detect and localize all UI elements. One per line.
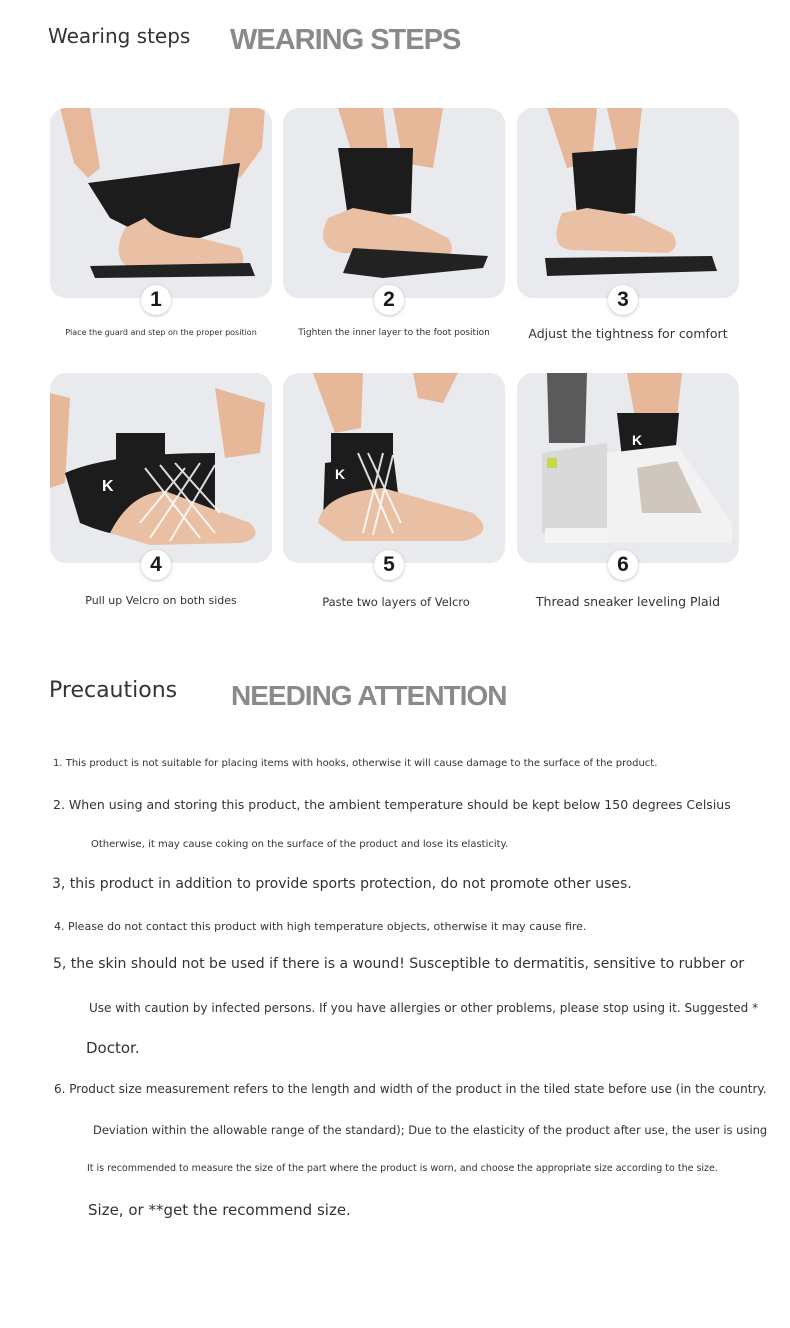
- step-6-number: 6: [608, 550, 638, 580]
- precaution-line-9: 6. Product size measurement refers to the length and width of the product in the tiled state before use (in the country.: [54, 1082, 767, 1096]
- precaution-line-1: 1. This product is not suitable for placing items with hooks, otherwise it will cause damage to the surface of the product.: [53, 758, 658, 769]
- precaution-line-8: Doctor.: [86, 1039, 140, 1057]
- precaution-line-2: 2. When using and storing this product, the ambient temperature should be kept below 150 degrees Celsius: [53, 797, 731, 812]
- precautions-title: Precautions: [49, 678, 178, 703]
- step-4-caption: Pull up Velcro on both sides: [85, 594, 237, 607]
- step-1-number: 1: [141, 285, 171, 315]
- step-5-image: [283, 373, 505, 563]
- precaution-line-10: Deviation within the allowable range of the standard); Due to the elasticity of the product after use, the user is using: [93, 1123, 768, 1137]
- precaution-line-4: 3, this product in addition to provide sports protection, do not promote other uses.: [52, 876, 632, 892]
- svg-text:K: K: [335, 466, 346, 482]
- step-3-image: [517, 108, 739, 298]
- precaution-line-3: Otherwise, it may cause coking on the surface of the product and lose its elasticity.: [91, 839, 509, 850]
- step-2-image: [283, 108, 505, 298]
- step-4-number: 4: [141, 550, 171, 580]
- step-5-caption: Paste two layers of Velcro: [322, 595, 470, 609]
- step-5-number: 5: [374, 550, 404, 580]
- step-1-caption: Place the guard and step on the proper position: [65, 328, 257, 337]
- precautions-big-title: NEEDING ATTENTION: [231, 680, 507, 711]
- step-2-caption: Tighten the inner layer to the foot position: [298, 328, 490, 338]
- precaution-line-5: 4. Please do not contact this product with high temperature objects, otherwise it may cause fire.: [54, 920, 587, 933]
- precaution-line-12: Size, or **get the recommend size.: [88, 1201, 351, 1219]
- step-3-number: 3: [608, 285, 638, 315]
- step-3-caption: Adjust the tightness for comfort: [528, 326, 728, 341]
- wearing-steps-title: Wearing steps: [48, 24, 191, 48]
- wearing-steps-big-title: WEARING STEPS: [230, 24, 461, 56]
- svg-text:K: K: [632, 432, 643, 448]
- precaution-line-6: 5, the skin should not be used if there is a wound! Susceptible to dermatitis, sensitive to rubber or: [53, 956, 745, 972]
- precaution-line-11: It is recommended to measure the size of the part where the product is worn, and choose the appropriate size according to the size.: [87, 1163, 718, 1174]
- step-1-image: [50, 108, 272, 298]
- step-4-image: [50, 373, 272, 563]
- step-6-caption: Thread sneaker leveling Plaid: [535, 594, 721, 609]
- step-6-image: [517, 373, 739, 563]
- step-2-number: 2: [374, 285, 404, 315]
- precaution-line-7: Use with caution by infected persons. If you have allergies or other problems, please stop using it. Suggested *: [89, 1001, 759, 1015]
- svg-text:K: K: [102, 478, 114, 495]
